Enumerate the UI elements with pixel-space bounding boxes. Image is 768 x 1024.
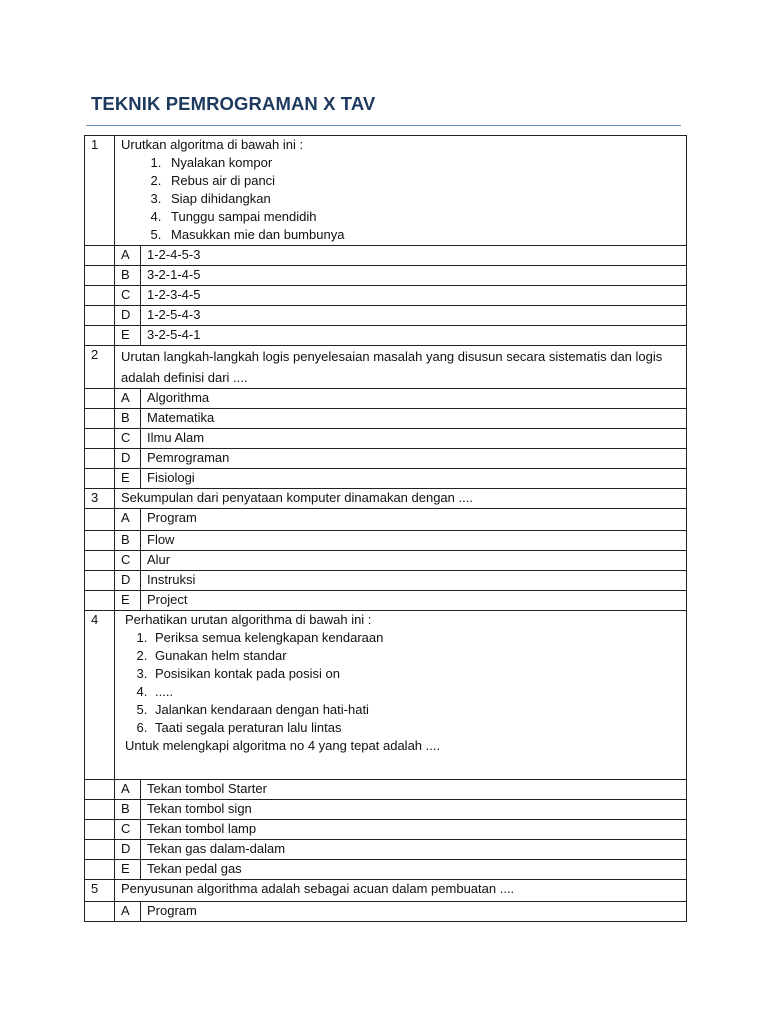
question-cell	[115, 611, 687, 780]
option-text: Flow	[141, 531, 687, 551]
question-number: 2	[85, 346, 115, 389]
option-row[interactable]	[85, 780, 687, 800]
option-letter: D	[115, 449, 141, 469]
option-text: Tekan gas dalam-dalam	[141, 840, 687, 860]
option-row[interactable]	[85, 509, 687, 531]
step-list	[125, 629, 686, 737]
option-text: Tekan tombol lamp	[141, 820, 687, 840]
option-text: Instruksi	[141, 571, 687, 591]
option-row[interactable]	[85, 902, 687, 922]
option-text: 3-2-5-4-1	[141, 326, 687, 346]
option-letter: E	[115, 469, 141, 489]
step-item: 4. .....	[151, 683, 686, 701]
step-item: 2. Rebus air di panci	[165, 172, 686, 190]
option-letter: A	[115, 902, 141, 922]
option-row[interactable]	[85, 551, 687, 571]
option-row[interactable]	[85, 840, 687, 860]
question-row	[85, 880, 687, 902]
option-row[interactable]	[85, 266, 687, 286]
option-row[interactable]	[85, 860, 687, 880]
question-number: 4	[85, 611, 115, 780]
question-prompt: Urutan langkah-langkah logis penyelesaian masalah yang disusun secara sistematis dan logis adalah definisi dari ....	[115, 346, 687, 389]
step-item: 4. Tunggu sampai mendidih	[165, 208, 686, 226]
option-text: Matematika	[141, 409, 687, 429]
option-letter: A	[115, 780, 141, 800]
option-text: 1-2-3-4-5	[141, 286, 687, 306]
option-letter: E	[115, 591, 141, 611]
option-row[interactable]	[85, 409, 687, 429]
question-cell	[115, 136, 687, 246]
page-title: TEKNIK PEMROGRAMAN X TAV	[91, 93, 376, 114]
option-text: Program	[141, 509, 687, 531]
option-row[interactable]	[85, 326, 687, 346]
option-text: Ilmu Alam	[141, 429, 687, 449]
option-letter: D	[115, 306, 141, 326]
option-row[interactable]	[85, 429, 687, 449]
option-letter: E	[115, 326, 141, 346]
question-number: 3	[85, 489, 115, 509]
step-item: 3. Siap dihidangkan	[165, 190, 686, 208]
step-item: 1. Periksa semua kelengkapan kendaraan	[151, 629, 686, 647]
option-text: Tekan tombol sign	[141, 800, 687, 820]
step-item: 5. Jalankan kendaraan dengan hati-hati	[151, 701, 686, 719]
step-item: 2. Gunakan helm standar	[151, 647, 686, 665]
option-text: Fisiologi	[141, 469, 687, 489]
title-divider	[86, 125, 681, 126]
option-letter: C	[115, 551, 141, 571]
option-letter: B	[115, 531, 141, 551]
option-letter: B	[115, 409, 141, 429]
option-row[interactable]	[85, 571, 687, 591]
option-text: 3-2-1-4-5	[141, 266, 687, 286]
step-item: 3. Posisikan kontak pada posisi on	[151, 665, 686, 683]
option-row[interactable]	[85, 531, 687, 551]
step-item: 1. Nyalakan kompor	[165, 154, 686, 172]
question-prompt: Urutkan algoritma di bawah ini :	[121, 137, 304, 152]
option-text: Tekan tombol Starter	[141, 780, 687, 800]
question-followup: Untuk melengkapi algoritma no 4 yang tepat adalah ....	[125, 738, 441, 753]
question-row	[85, 489, 687, 509]
option-row[interactable]	[85, 389, 687, 409]
question-number: 5	[85, 880, 115, 902]
question-row	[85, 346, 687, 389]
option-row[interactable]	[85, 286, 687, 306]
option-text: Tekan pedal gas	[141, 860, 687, 880]
option-letter: D	[115, 840, 141, 860]
option-letter: A	[115, 246, 141, 266]
option-letter: A	[115, 509, 141, 531]
option-text: Algorithma	[141, 389, 687, 409]
option-letter: E	[115, 860, 141, 880]
question-row	[85, 136, 687, 246]
option-text: 1-2-4-5-3	[141, 246, 687, 266]
step-item: 6. Taati segala peraturan lalu lintas	[151, 719, 686, 737]
option-text: Alur	[141, 551, 687, 571]
question-prompt: Perhatikan urutan algorithma di bawah ini :	[125, 612, 372, 627]
option-text: 1-2-5-4-3	[141, 306, 687, 326]
question-prompt: Sekumpulan dari penyataan komputer dinamakan dengan ....	[115, 489, 687, 509]
step-list	[121, 154, 686, 244]
option-letter: A	[115, 389, 141, 409]
option-letter: B	[115, 266, 141, 286]
question-number: 1	[85, 136, 115, 246]
option-letter: C	[115, 286, 141, 306]
option-text: Pemrograman	[141, 449, 687, 469]
option-row[interactable]	[85, 469, 687, 489]
option-row[interactable]	[85, 246, 687, 266]
option-letter: C	[115, 820, 141, 840]
option-row[interactable]	[85, 800, 687, 820]
option-letter: B	[115, 800, 141, 820]
option-row[interactable]	[85, 306, 687, 326]
option-letter: D	[115, 571, 141, 591]
option-text: Program	[141, 902, 687, 922]
option-row[interactable]	[85, 591, 687, 611]
quiz-table	[84, 135, 687, 922]
option-row[interactable]	[85, 820, 687, 840]
question-row	[85, 611, 687, 780]
question-prompt: Penyusunan algorithma adalah sebagai acuan dalam pembuatan ....	[115, 880, 687, 902]
step-item: 5. Masukkan mie dan bumbunya	[165, 226, 686, 244]
option-text: Project	[141, 591, 687, 611]
option-letter: C	[115, 429, 141, 449]
option-row[interactable]	[85, 449, 687, 469]
